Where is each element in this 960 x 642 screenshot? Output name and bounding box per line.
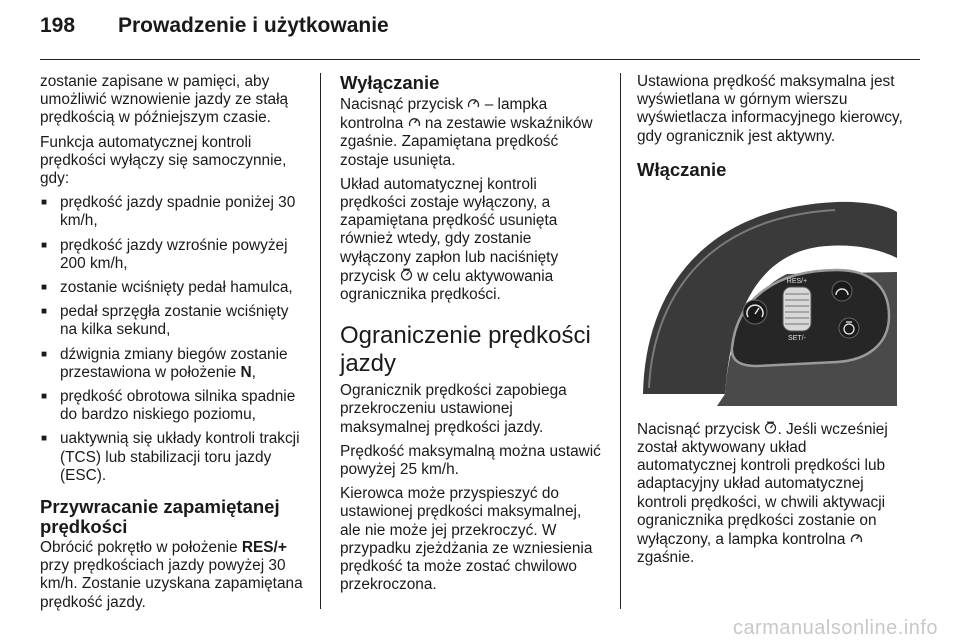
list-item-text: dźwignia zmiany biegów zostanie przestawiona w położenie <box>60 345 288 381</box>
column-divider <box>320 73 321 609</box>
text: Nacisnąć przycisk <box>637 420 761 438</box>
paragraph <box>340 95 606 170</box>
res-label: RES/+ <box>786 277 808 285</box>
list-item-end: , <box>251 363 256 381</box>
paragraph: Kierowca może przyspieszyć do ustawionej prędkości maksymalnej, ale nie może jej przekroczyć. W przypadku zjeżdżania ze wzniesienia prędkość ta może zostać chwilowo przekroczona. <box>340 485 593 594</box>
watermark: carmanualsonline.info <box>732 617 938 639</box>
list-item <box>40 346 306 382</box>
text: Układ automatycznej kontroli prędkości zostaje wyłączony, a zapamiętana prędkość usunięta również wtedy, gdy zostanie wyłączony zapłon lub naciśnięty przycisk <box>340 175 559 285</box>
section-title: Ograniczenie prędkości jazdy <box>340 322 591 378</box>
paragraph: Prędkość maksymalną można ustawić powyżej 25 km/h. <box>340 442 601 479</box>
list-item: ■ zostanie wciśnięty pedał hamulca, <box>40 279 306 297</box>
condition-list <box>40 194 306 485</box>
paragraph: Funkcja automatycznej kontroli prędkości wyłączy się samoczynnie, gdy: <box>40 133 287 188</box>
text: przy prędkościach jazdy powyżej 30 km/h. Zostanie uzyskana zapamiętana prędkość jazdy. <box>40 557 303 611</box>
steering-wheel-controls-figure <box>637 188 897 406</box>
cruise-control-icon <box>408 115 421 131</box>
paragraph <box>40 539 306 612</box>
header-rule <box>40 59 920 60</box>
text: . Jeśli wcześniej został aktywowany układ automatycznej kontroli prędkości lub adaptacyjny układ automatycznej kontroli prędkości, w chwili aktywacji ogranicznika prędkości zostanie on wyłączony, a lampka kontrolna <box>637 420 888 549</box>
paragraph <box>340 176 606 304</box>
paragraph: Ustawiona prędkość maksymalna jest wyświetlana w górnym wierszu wyświetlacza informacyjnego kierowcy, gdy ogranicznik jest aktywny. <box>637 73 903 145</box>
steering-wheel-illustration <box>637 188 897 406</box>
text: Nacisnąć przycisk <box>340 96 464 113</box>
list-item: ■ prędkość jazdy wzrośnie powyżej 200 km/h, <box>40 237 306 273</box>
text: w celu aktywowania ogranicznika prędkości. <box>340 267 554 304</box>
set-label: SET/- <box>788 334 806 342</box>
speed-limiter-icon <box>400 268 413 284</box>
gear-position-n: N <box>240 363 252 381</box>
page-title: Prowadzenie i użytkowanie <box>118 14 389 37</box>
column-divider <box>620 73 621 609</box>
column-3 <box>637 73 903 573</box>
text: Obrócić pokrętło w położenie <box>40 539 238 557</box>
res-label: RES/+ <box>241 539 287 557</box>
page-header <box>40 14 389 46</box>
paragraph: zostanie zapisane w pamięci, aby umożliwić wznowienie jazdy ze stałą prędkością w późniejszym czasie. <box>40 73 289 127</box>
speed-limiter-icon <box>764 421 777 437</box>
section-heading: Włączanie <box>637 158 727 180</box>
column-1 <box>40 73 306 618</box>
list-item: ■ uaktywnią się układy kontroli trakcji (TCS) lub stabilizacji toru jazdy (ESC). <box>40 430 306 485</box>
paragraph: Ogranicznik prędkości zapobiega przekroczeniu ustawionej maksymalnej prędkości jazdy. <box>340 382 567 436</box>
cruise-control-icon <box>467 96 480 112</box>
list-item: ■ prędkość obrotowa silnika spadnie do bardzo niskiego poziomu, <box>40 388 306 424</box>
cruise-control-icon <box>850 531 863 547</box>
list-item: ■ pedał sprzęgła zostanie wciśnięty na kilka sekund, <box>40 303 306 339</box>
column-2 <box>340 73 606 600</box>
page-number: 198 <box>40 14 76 37</box>
text: – lampka kontrolna <box>340 96 548 133</box>
list-item: ■ prędkość jazdy spadnie poniżej 30 km/h, <box>40 194 306 230</box>
section-heading: Wyłączanie <box>340 72 440 93</box>
paragraph <box>637 420 903 568</box>
text: na zestawie wskaźników zgaśnie. Zapamiętana prędkość zostaje usunięta. <box>340 115 593 169</box>
section-heading: Przywracanie zapamiętanej prędkości <box>40 496 280 538</box>
text: zgaśnie. <box>637 549 695 567</box>
